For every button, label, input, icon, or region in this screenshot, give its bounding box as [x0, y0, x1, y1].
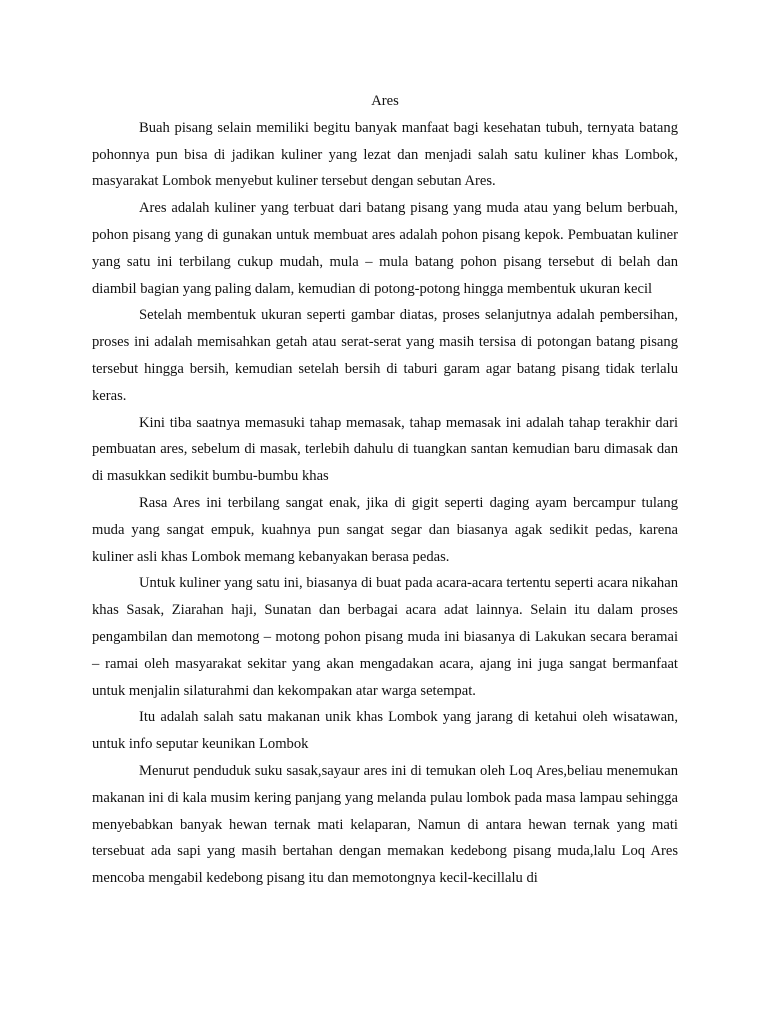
paragraph-8: Menurut penduduk suku sasak,sayaur ares ini di temukan oleh Loq Ares,beliau menemukan makanan ini di kala musim kering panjang yang melanda pulau lombok pada masa lampau sehingga menyebabkan banyak hewan ternak mati kelaparan, Namun di antara hewan ternak yang mati tersebuat ada sapi yang masih bertahan dengan memakan kedebong pisang muda,lalu Loq Ares mencoba mengabil kedebong pisang itu dan memotongnya kecil-kecillalu di	[92, 762, 678, 887]
paragraph-2: Ares adalah kuliner yang terbuat dari batang pisang yang muda atau yang belum berbuah, pohon pisang yang di gunakan untuk membuat ares adalah pohon pisang kepok. Pembuatan kuliner yang satu ini terbilang cukup mudah, mula – mula batang pohon pisang tersebut di belah dan diambil bagian yang paling dalam, kemudian di potong-potong hingga membentuk ukuran kecil	[92, 200, 678, 297]
paragraph-6: Untuk kuliner yang satu ini, biasanya di buat pada acara-acara tertentu seperti acara nikahan khas Sasak, Ziarahan haji, Sunatan dan berbagai acara adat lainnya. Selain itu dalam proses pengambilan dan memotong – motong pohon pisang muda ini biasanya di Lakukan secara beramai – ramai oleh masyarakat sekitar yang akan mengadakan acara, ajang ini juga sangat bermanfaat untuk menjalin silaturahmi dan kekompakan atar warga setempat.	[92, 575, 678, 699]
document-title: Ares	[371, 93, 399, 109]
paragraph-7: Itu adalah salah satu makanan unik khas Lombok yang jarang di ketahui oleh wisatawan, untuk info seputar keunikan Lombok	[92, 709, 678, 753]
document-page	[92, 88, 678, 892]
paragraph-3: Setelah membentuk ukuran seperti gambar diatas, proses selanjutnya adalah pembersihan, proses ini adalah memisahkan getah atau serat-serat yang masih tersisa di potongan batang pisang tersebut hingga bersih, kemudian setelah bersih di taburi garam agar batang pisang tidak terlalu keras.	[92, 307, 678, 404]
paragraph-4: Kini tiba saatnya memasuki tahap memasak, tahap memasak ini adalah tahap terakhir dari pembuatan ares, sebelum di masak, terlebih dahulu di tuangkan santan kemudian baru dimasak dan di masukkan sedikit bumbu-bumbu khas	[92, 414, 678, 485]
paragraph-1: Buah pisang selain memiliki begitu banyak manfaat bagi kesehatan tubuh, ternyata batang pohonnya pun bisa di jadikan kuliner yang lezat dan menjadi salah satu kuliner khas Lombok, masyarakat Lombok menyebut kuliner tersebut dengan sebutan Ares.	[92, 119, 678, 190]
paragraph-5: Rasa Ares ini terbilang sangat enak, jika di gigit seperti daging ayam bercampur tulang muda yang sangat empuk, kuahnya pun sangat segar dan biasanya agak sedikit pedas, karena kuliner asli khas Lombok memang kebanyakan berasa pedas.	[92, 494, 678, 565]
